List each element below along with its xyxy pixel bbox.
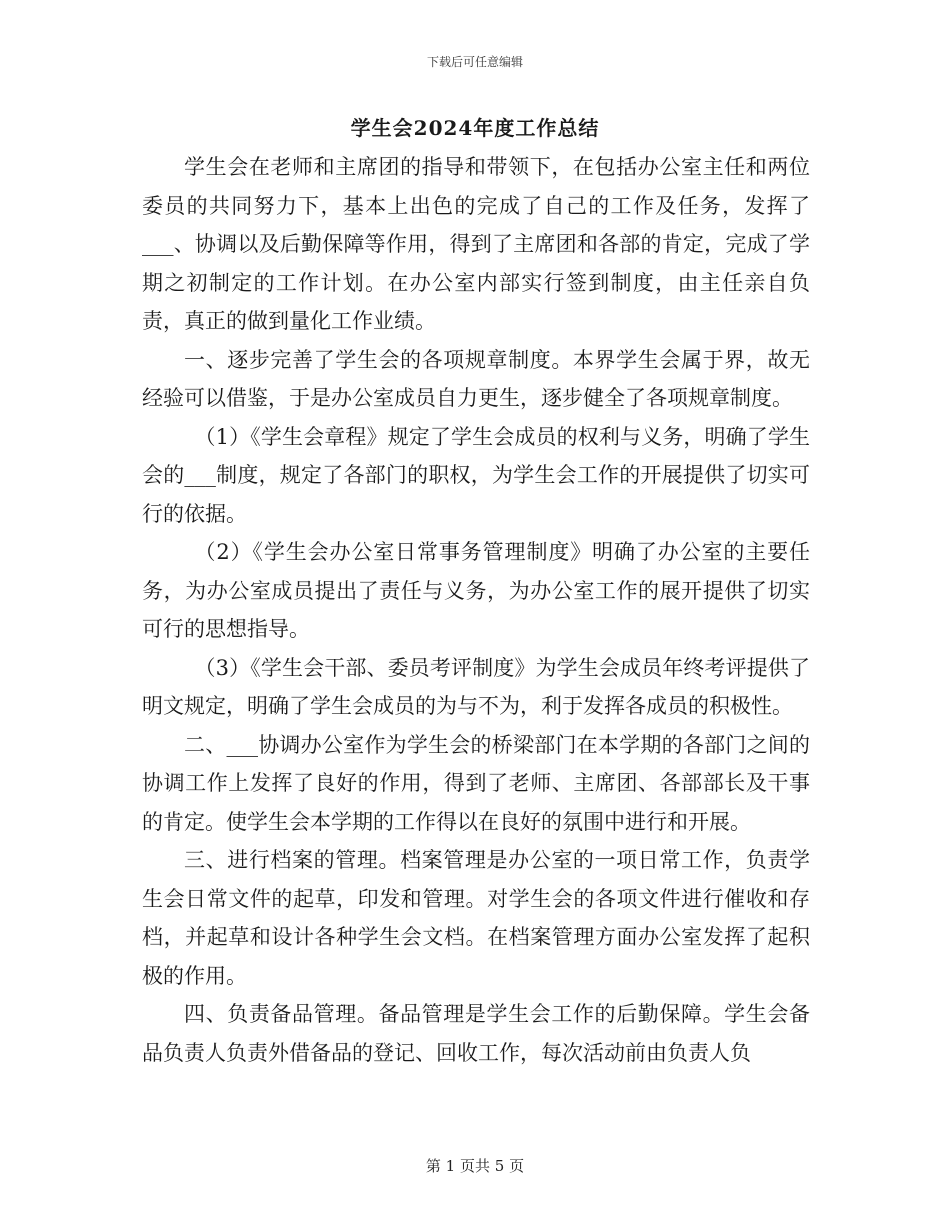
paragraph-item-2: （2）《学生会办公室日常事务管理制度》明确了办公室的主要任务，为办公室成员提出了责任与义务，为办公室工作的展开提供了切实可行的思想指导。: [142, 540, 810, 641]
paragraph-section-3: 三、进行档案的管理。档案管理是办公室的一项日常工作，负责学生会日常文件的起草，印发和管理。对学生会的各项文件进行催收和存档，并起草和设计各种学生会文档。在档案管理方面办公室发挥了起积极的作用。: [142, 848, 810, 988]
header-note: 下载后可任意编辑: [426, 55, 523, 69]
paragraph-item-1: （1）《学生会章程》规定了学生会成员的权利与义务，明确了学生会的___制度，规定了各部门的职权，为学生会工作的开展提供了切实可行的依据。: [142, 424, 810, 526]
paragraph-section-1: 一、逐步完善了学生会的各项规章制度。本界学生会属于界，故无经验可以借鉴，于是办公室成员自力更生，逐步健全了各项规章制度。: [142, 347, 810, 410]
paragraph-intro: 学生会在老师和主席团的指导和带领下，在包括办公室主任和两位委员的共同努力下，基本上出色的完成了自己的工作及任务，发挥了___、协调以及后勤保障等作用，得到了主席团和各部的肯定，完成了学期之初制定的工作计划。在办公室内部实行签到制度，由主任亲自负责，真正的做到量化工作业绩。: [142, 155, 810, 333]
page-indicator: 第 1 页共 5 页: [425, 1157, 525, 1175]
paragraph-section-4: 四、负责备品管理。备品管理是学生会工作的后勤保障。学生会备品负责人负责外借备品的登记、回收工作，每次活动前由负责人负: [142, 1002, 810, 1065]
document-body: [142, 148, 810, 1072]
paragraph-item-3: （3）《学生会干部、委员考评制度》为学生会成员年终考评提供了明文规定，明确了学生会成员的为与不为，利于发挥各成员的积极性。: [142, 655, 810, 718]
document-title: 学生会2024年度工作总结: [350, 116, 600, 140]
paragraph-section-2: 二、___协调办公室作为学生会的桥梁部门在本学期的各部门之间的协调工作上发挥了良好的作用，得到了老师、主席团、各部部长及干事的肯定。使学生会本学期的工作得以在良好的氛围中进行和开展。: [142, 732, 810, 834]
